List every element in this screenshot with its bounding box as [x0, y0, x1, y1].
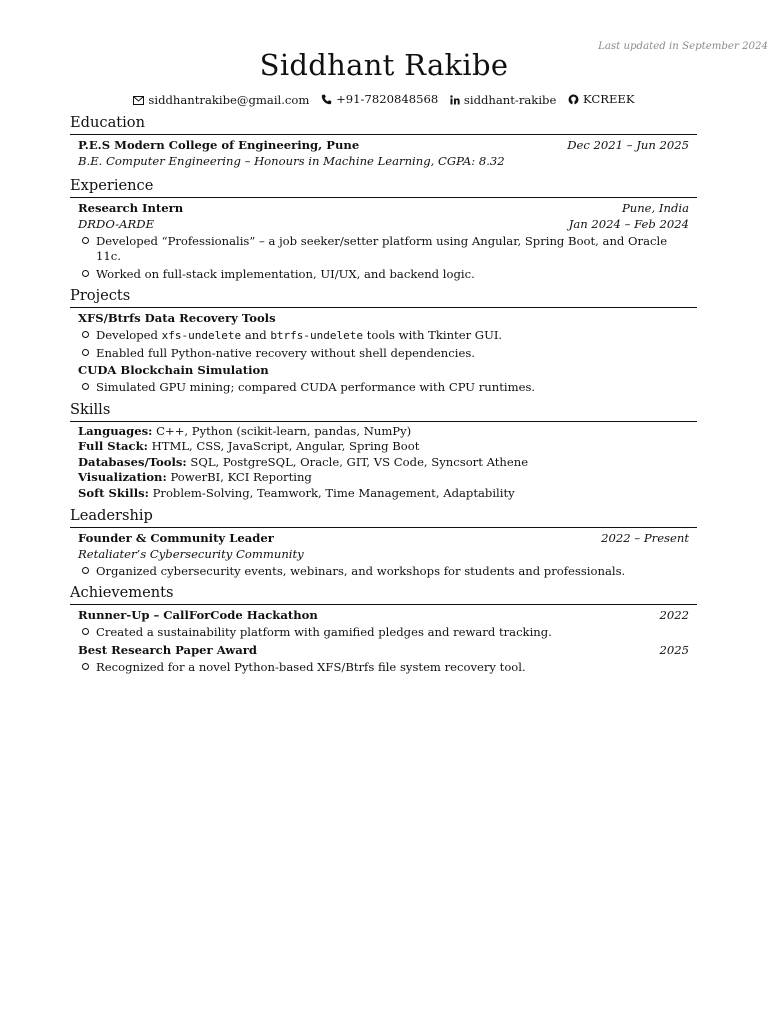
skill-value: Problem-Solving, Teamwork, Time Management, Adaptability — [152, 485, 515, 500]
linkedin-link[interactable] — [450, 93, 556, 107]
section-title-projects: Projects — [70, 287, 697, 308]
education-section — [70, 114, 697, 169]
job-org: DRDO-ARDE — [78, 216, 155, 231]
achievement-year: 2025 — [659, 642, 689, 657]
leadership-org: Retaliater’s Cybersecurity Community — [78, 546, 304, 561]
skill-row — [70, 424, 697, 440]
list-item — [82, 564, 689, 580]
bullet-circle-icon — [82, 270, 89, 277]
education-dates: Dec 2021 – Jun 2025 — [567, 138, 689, 152]
list-item — [82, 346, 689, 362]
job-location: Pune, India — [621, 201, 689, 215]
skill-row — [70, 455, 697, 471]
candidate-name: Siddhant Rakibe — [259, 48, 509, 82]
section-title-achievements: Achievements — [70, 584, 697, 605]
skill-label: Languages: — [78, 423, 153, 438]
skill-value: C++, Python (scikit-learn, pandas, NumPy) — [156, 423, 412, 438]
achievement-year: 2022 — [659, 608, 689, 622]
bullet-text: Organized cybersecurity events, webinars, and workshops for students and professionals. — [96, 563, 626, 578]
skill-row — [70, 439, 697, 455]
leadership-role: Founder & Community Leader — [78, 531, 274, 545]
text-segment: and — [241, 328, 271, 342]
section-title-leadership: Leadership — [70, 507, 697, 528]
experience-section — [70, 177, 697, 282]
education-entry — [70, 138, 697, 169]
bullet-circle-icon — [82, 628, 89, 635]
code-xfs-undelete: xfs-undelete — [161, 329, 242, 342]
list-item — [82, 660, 689, 676]
skill-value: SQL, PostgreSQL, Oracle, GIT, VS Code, Syncsort Athene — [190, 454, 529, 469]
experience-entry — [70, 201, 697, 282]
leadership-dates: 2022 – Present — [601, 531, 689, 545]
skill-value: HTML, CSS, JavaScript, Angular, Spring Boot — [151, 439, 420, 453]
list-item — [82, 267, 689, 283]
achievement-name: Best Research Paper Award — [78, 642, 257, 657]
bullet-circle-icon — [82, 663, 89, 670]
list-item — [82, 234, 689, 265]
achievement-entry — [70, 608, 697, 641]
text-segment: tools with Tkinter GUI. — [363, 328, 503, 342]
envelope-icon — [133, 96, 144, 105]
project-entry — [70, 363, 697, 396]
job-dates: Jan 2024 – Feb 2024 — [568, 216, 689, 231]
achievement-entry — [70, 643, 697, 676]
contact-bar — [0, 92, 768, 108]
linkedin-text: siddhant-rakibe — [463, 92, 557, 107]
bullet-text: Simulated GPU mining; compared CUDA performance with CPU runtimes. — [96, 380, 536, 394]
section-title-skills: Skills — [70, 401, 697, 422]
email-text: siddhantrakibe@gmail.com — [148, 93, 310, 107]
achievements-section — [70, 584, 697, 675]
skill-value: PowerBI, KCI Reporting — [170, 470, 312, 484]
project-name: XFS/Btrfs Data Recovery Tools — [78, 311, 276, 325]
github-text: KCREEK — [583, 92, 635, 106]
projects-section — [70, 287, 697, 396]
last-updated-note: Last updated in September 2024 — [598, 41, 768, 52]
resume-body — [70, 112, 697, 679]
project-entry — [70, 311, 697, 361]
phone-text: +91-7820848568 — [336, 92, 439, 106]
bullet-text: Created a sustainability platform with gamified pledges and reward tracking. — [96, 625, 552, 639]
skill-label: Soft Skills: — [78, 485, 149, 500]
section-title-experience: Experience — [70, 177, 697, 198]
bullet-text: Recognized for a novel Python-based XFS/Btrfs file system recovery tool. — [96, 659, 526, 674]
skills-section — [70, 401, 697, 502]
project-name: CUDA Blockchain Simulation — [78, 363, 269, 377]
text-segment: Developed — [96, 328, 162, 342]
leadership-entry — [70, 531, 697, 579]
github-link[interactable] — [568, 92, 635, 106]
list-item — [82, 380, 689, 396]
list-item — [82, 625, 689, 641]
bullet-circle-icon — [82, 349, 89, 356]
skill-label: Full Stack: — [78, 439, 148, 453]
phone-link[interactable] — [321, 92, 438, 106]
job-role: Research Intern — [78, 201, 184, 215]
bullet-text: Enabled full Python-native recovery without shell dependencies. — [96, 345, 475, 360]
bullet-circle-icon — [82, 567, 89, 574]
achievement-name: Runner-Up – CallForCode Hackathon — [78, 608, 318, 622]
bullet-circle-icon — [82, 331, 89, 338]
bullet-text: Developed “Professionalis” – a job seeker/setter platform using Angular, Spring Boot, and Oracle 11c. — [96, 233, 668, 263]
skill-label: Databases/Tools: — [78, 454, 187, 469]
skill-row — [70, 470, 697, 486]
skill-label: Visualization: — [78, 470, 167, 484]
bullet-text: Worked on full-stack implementation, UI/UX, and backend logic. — [96, 266, 475, 281]
list-item — [82, 328, 689, 344]
leadership-section — [70, 507, 697, 579]
section-title-education: Education — [70, 114, 697, 135]
institution-name: P.E.S Modern College of Engineering, Pune — [78, 138, 360, 152]
phone-icon — [321, 94, 332, 105]
code-btrfs-undelete: btrfs-undelete — [270, 329, 364, 342]
linkedin-icon — [450, 95, 460, 105]
github-icon — [568, 94, 579, 105]
skill-row — [70, 486, 697, 502]
bullet-circle-icon — [82, 237, 89, 244]
degree-text: B.E. Computer Engineering – Honours in Machine Learning, CGPA: 8.32 — [78, 153, 505, 168]
bullet-text — [96, 328, 502, 344]
bullet-circle-icon — [82, 383, 89, 390]
email-link[interactable] — [133, 93, 309, 107]
